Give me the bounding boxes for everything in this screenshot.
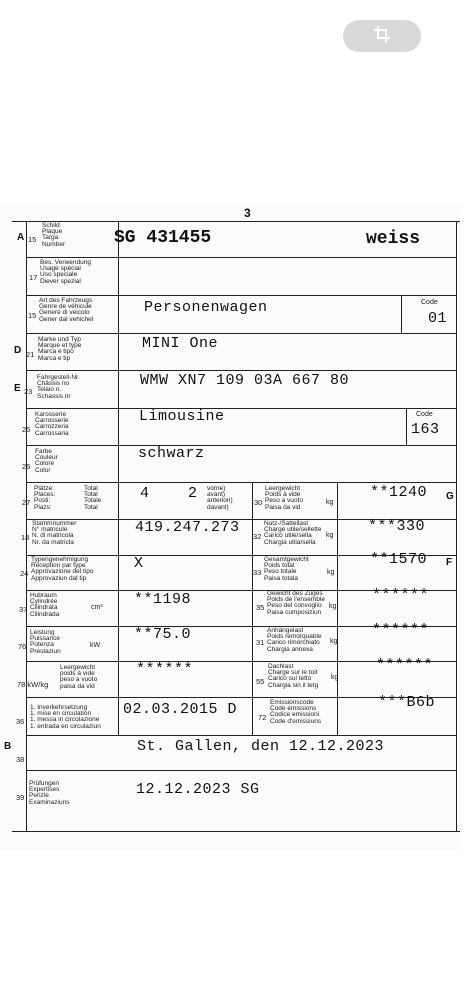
field-36-label: 1. Inverkehrsetzung 1. mise en circulation 1. messa in circolazione 1. entrada en circulaziun — [30, 704, 101, 730]
field-39-label: Prüfungen Expertises Perizie Examinaziuns — [29, 780, 70, 806]
field-26-number: 26 — [22, 462, 31, 471]
field-76-label: Leistung Puissance Potenza Prestaziun — [30, 629, 61, 655]
field-17-number: 17 — [29, 273, 38, 282]
power-weight-ratio-value: ****** — [136, 661, 194, 678]
make-type-value: MINI One — [142, 335, 219, 352]
marker-a: A — [17, 232, 25, 243]
field-35-number: 35 — [256, 603, 265, 612]
field-15b-number: 15 — [28, 311, 37, 320]
field-37-label: Hubraum Cylindrée Cilindrata Cilindrada — [30, 592, 60, 618]
marker-d: D — [14, 345, 22, 356]
field-36-number: 36 — [16, 717, 25, 726]
field-30-number: 30 — [254, 498, 263, 507]
field-27-total-label: Total Total Totale Total — [84, 485, 102, 511]
field-30-unit: kg — [326, 499, 334, 506]
field-30-label: Leergewicht Poids à vide Peso a vuoto Paisa da vid — [265, 485, 303, 511]
train-weight-value: ****** — [372, 587, 430, 604]
field-37-unit: cm³ — [91, 604, 103, 611]
towing-weight-value: ****** — [372, 622, 430, 639]
field-32-label: Nutz-/Sattellast Charge utile/sellette Carico utile/sella Chargia utila/sella — [264, 520, 322, 546]
field-35-label: Gewicht des Zuges Poids de l'ensemble Peso del convoglio Paisa cumposiziun — [267, 590, 325, 616]
vehicle-kind-value: Personenwagen — [144, 299, 268, 316]
chassis-number-value: WMW XN7 109 03A 667 80 — [140, 372, 350, 389]
total-weight-value: **1570 — [370, 551, 428, 568]
field-23-number: 23 — [24, 387, 33, 396]
vehicle-kind-code-label: Code — [421, 299, 438, 306]
field-24-label: Typengenehmigung Réception par type Approvazione del tipo Approvaziun dal tip — [31, 556, 94, 582]
field-55-unit: kg — [331, 674, 339, 681]
field-21-label: Marke und Typ Marque et type Marca e tipo Marca e tip — [38, 336, 82, 362]
page-number: 3 — [244, 206, 251, 220]
field-35-unit: kg — [329, 603, 337, 610]
field-27-front-label: vorne) avant) anteriori) davant) — [207, 485, 233, 511]
marker-g: G — [446, 491, 454, 502]
field-26-label: Farbe Couleur Colore Colur — [35, 448, 58, 474]
field-78-label: Leergewicht poids à vide peso a vuoto paisa da vid — [60, 664, 98, 690]
field-18-number: 18 — [21, 533, 30, 542]
vehicle-kind-code: 01 — [428, 310, 448, 327]
field-15b-label: Art des Fahrzeugs Genre de véhicule Genere di veicolo Gener dal vehichel — [39, 297, 94, 323]
body-type-value: Limousine — [139, 408, 225, 425]
field-39-number: 39 — [16, 793, 25, 802]
field-38-number: 38 — [16, 755, 25, 764]
master-number-value: 419.247.273 — [135, 519, 240, 536]
field-31-unit: kg — [330, 638, 338, 645]
field-15a-label: Schild Plaque Targa Number — [42, 222, 66, 248]
field-27-label: Plätze: Places: Posti: Plazs: — [34, 485, 56, 511]
field-25-number: 25 — [22, 425, 31, 434]
field-78-number: 78 kW/kg — [17, 680, 49, 689]
body-code: 163 — [411, 421, 440, 438]
marker-e: E — [14, 383, 21, 394]
field-21-number: 21 — [26, 350, 35, 359]
field-24-number: 24 — [20, 569, 29, 578]
marker-b: B — [4, 741, 12, 752]
plate-number: SG 431455 — [114, 228, 212, 248]
seats-total-value: 4 — [140, 485, 150, 502]
field-33-unit: kg — [327, 569, 335, 576]
field-37-number: 37 — [19, 605, 28, 614]
emission-code-value: ***B6b — [378, 694, 436, 711]
field-33-number: 33 — [253, 568, 262, 577]
field-18-label: Stammnummer N° matricule N. di matricola Nr. da matricla — [32, 520, 77, 546]
type-approval-value: X — [134, 555, 144, 572]
field-17-label: Bes. Verwendung Usage spécial Uso speciale Diever spezial — [40, 259, 91, 285]
seats-front-value: 2 — [188, 485, 198, 502]
body-code-label: Code — [416, 411, 433, 418]
field-25-label: Karosserie Carrosserie Carrozzeria Carrossaria — [35, 411, 69, 437]
field-72-label: Emissionscode Code émissions Codice emissioni Code d'emissiuns — [270, 699, 322, 725]
first-registration-value: 02.03.2015 D — [123, 701, 238, 718]
field-32-number: 32 — [253, 532, 262, 541]
field-76-number: 76 — [18, 642, 27, 651]
vehicle-registration-document — [0, 205, 460, 850]
roof-load-value: ****** — [376, 657, 434, 674]
field-15a-number: 15 — [28, 235, 37, 244]
field-31-number: 31 — [256, 638, 265, 647]
field-32-unit: kg — [326, 532, 334, 539]
field-33-label: Gesamtgewicht Poids total Peso totale Paisa totala — [264, 556, 309, 582]
field-72-number: 72 — [258, 713, 267, 722]
field-27-number: 27 — [22, 498, 31, 507]
plate-color: weiss — [366, 229, 421, 249]
crop-icon — [373, 25, 391, 48]
field-55-number: 55 — [256, 677, 265, 686]
field-55-label: Dachlast Charge sur le toit Carico sul tetto Chargia sin il tetg — [268, 663, 319, 689]
field-31-label: Anhängelast Poids remorquable Carico rimorchiato Chargia annexa — [267, 627, 322, 653]
issue-place-date-value: St. Gallen, den 12.12.2023 — [137, 738, 385, 755]
crop-button[interactable] — [343, 20, 421, 52]
field-23-label: Fahrgestell-Nr. Châssis no Telaio n. Schassis nr — [37, 374, 80, 400]
power-value: **75.0 — [134, 626, 192, 643]
inspection-value: 12.12.2023 SG — [136, 781, 260, 798]
displacement-value: **1198 — [134, 591, 192, 608]
marker-f: F — [446, 557, 453, 568]
field-76-unit: kW — [90, 642, 101, 649]
empty-weight-value: **1240 — [370, 484, 428, 501]
payload-value: ***330 — [368, 518, 426, 535]
color-value: schwarz — [138, 445, 205, 462]
